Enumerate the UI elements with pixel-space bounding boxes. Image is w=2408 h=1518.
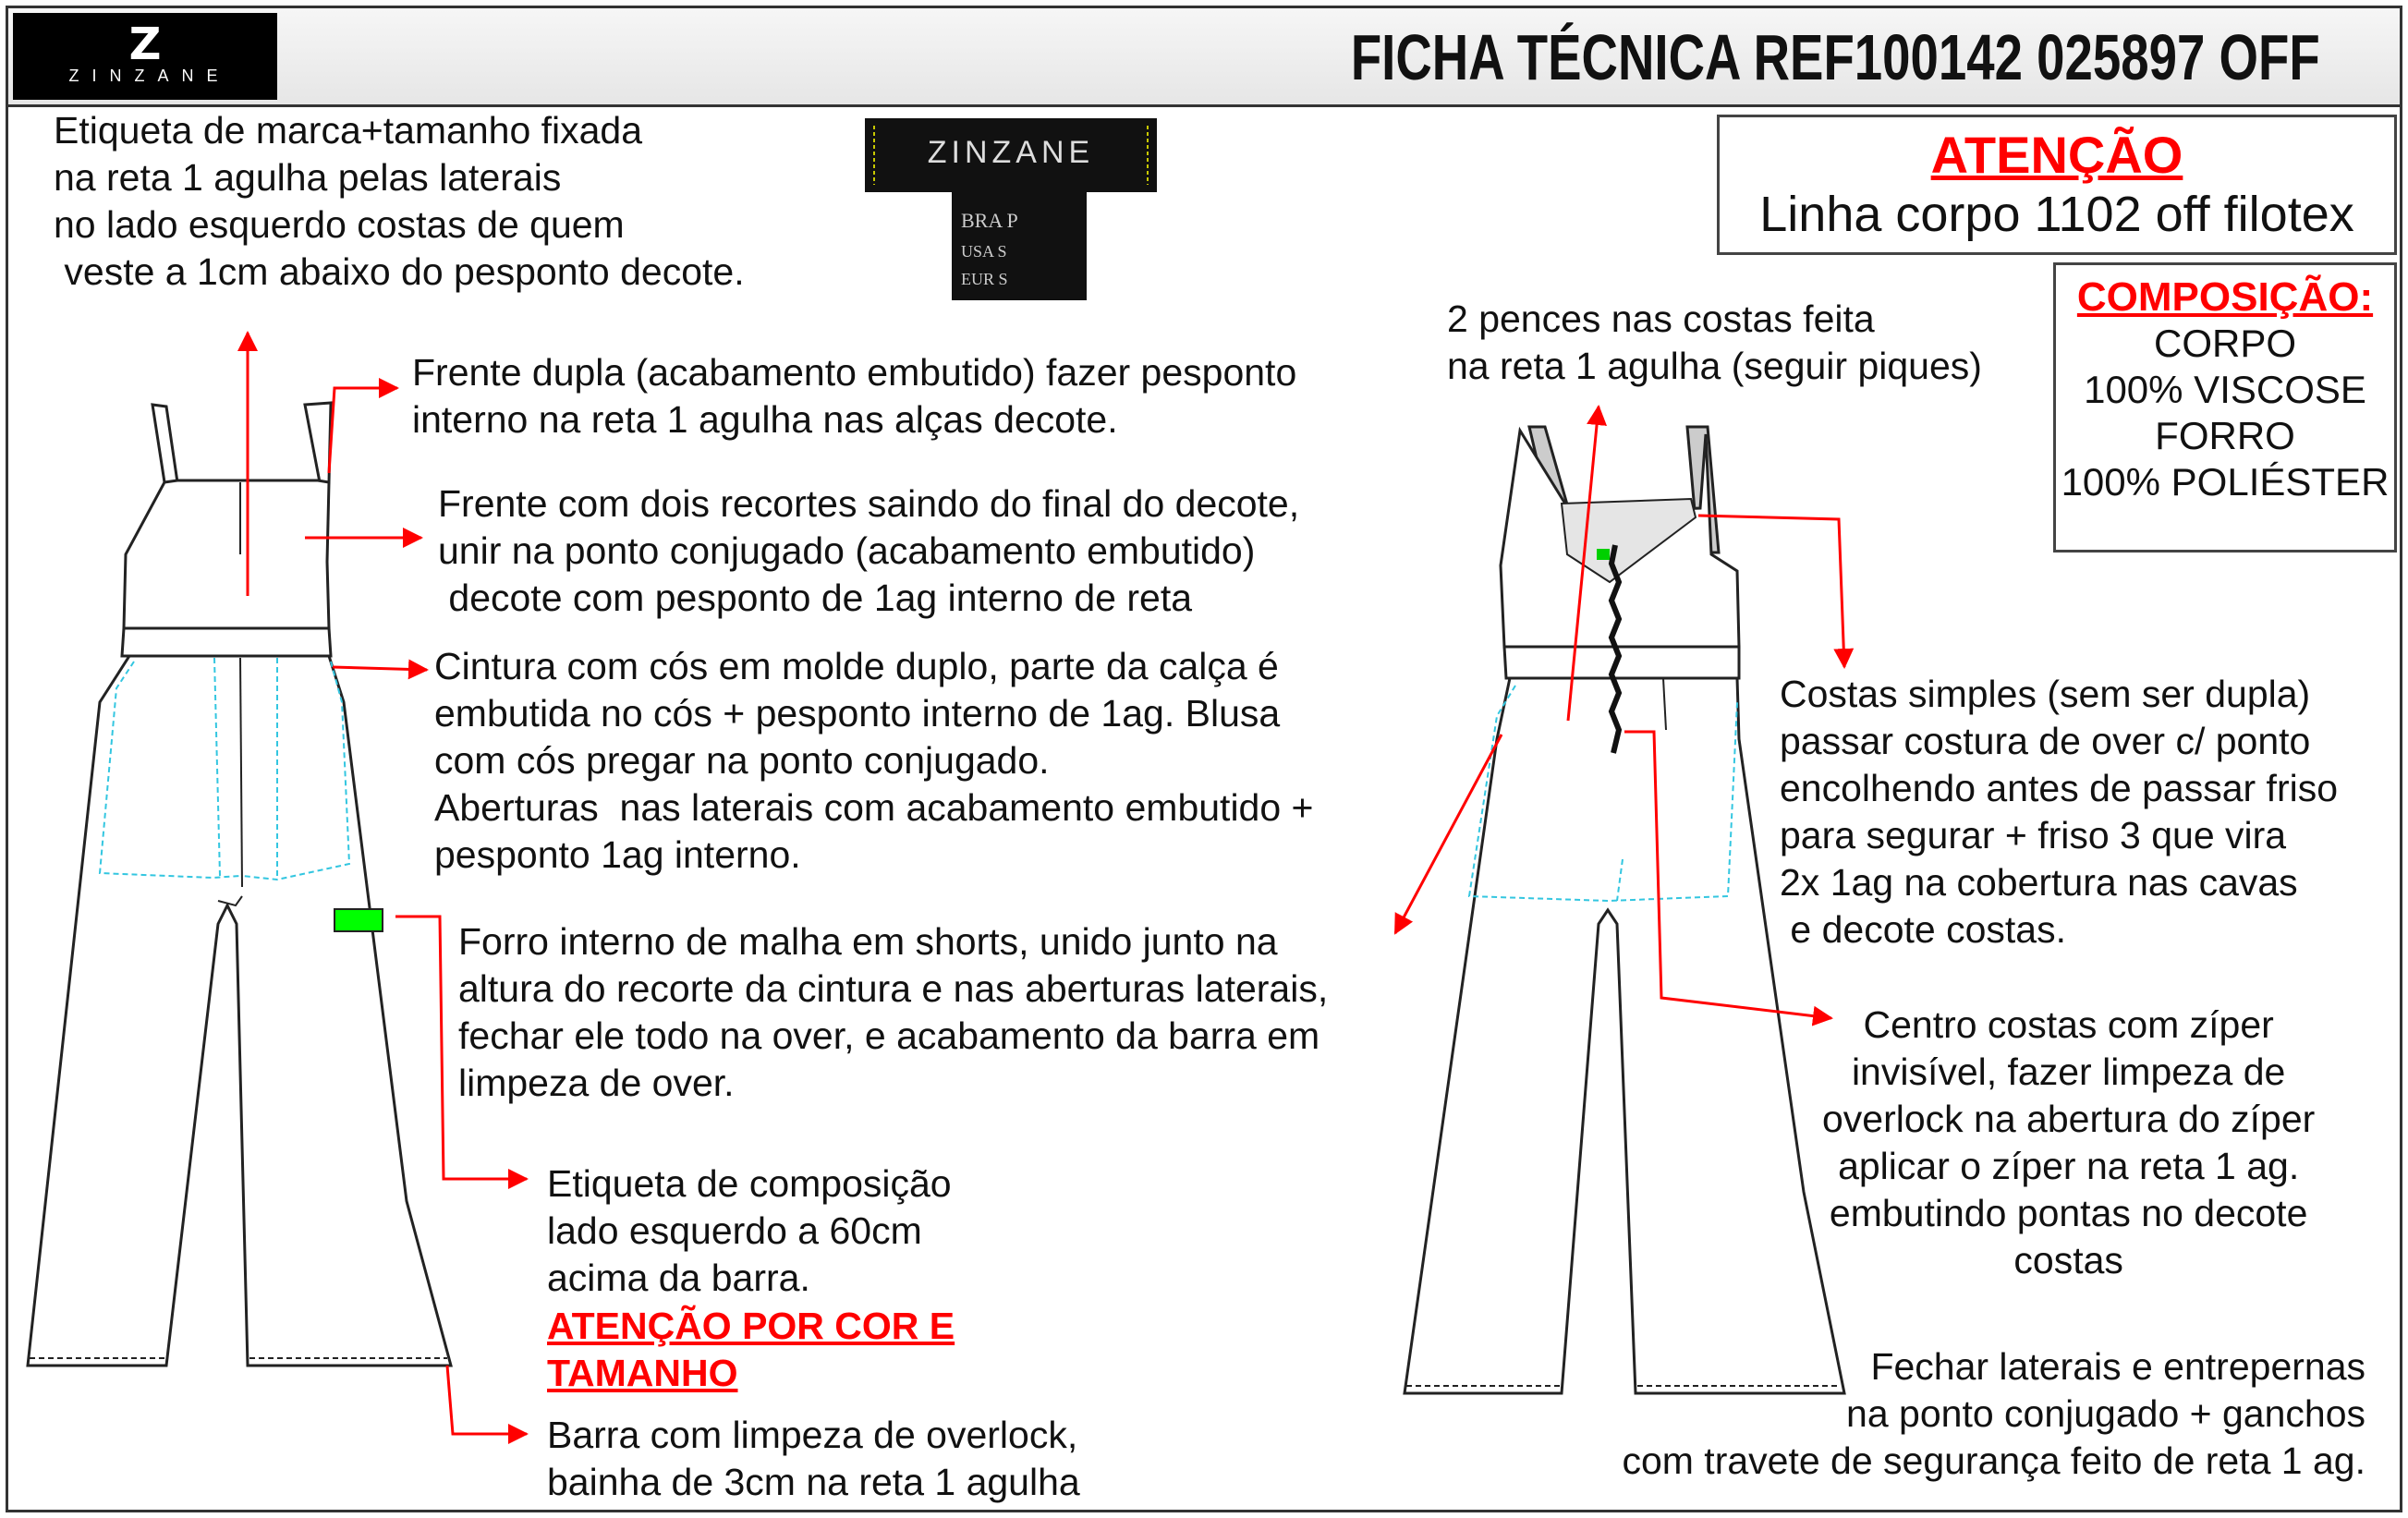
note-front-cuts: Frente com dois recortes saindo do final do decote, unir na ponto conjugado (acabamento embutido) decote com pesponto de 1ag interno de reta — [438, 482, 1300, 619]
composition-line: CORPO — [2153, 322, 2296, 365]
note-sides: Fechar laterais e entrepernas na ponto conjugado + ganchos com travete de segurança feito de reta 1 ag. — [1622, 1345, 2365, 1482]
note-back-simple: Costas simples (sem ser dupla) passar costura de over c/ ponto encolhendo antes de passar friso para segurar + friso 3 que vira 2x 1ag na cobertura nas cavas e decote costas. — [1780, 673, 2339, 951]
note-hem: Barra com limpeza de overlock, bainha de 3cm na reta 1 agulha — [547, 1414, 1080, 1503]
logo-wordmark: ZINZANE — [68, 67, 231, 85]
attention-box — [1717, 115, 2397, 255]
note-composition-warning: ATENÇÃO POR COR E TAMANHO — [547, 1305, 955, 1394]
back-jumpsuit-drawing — [1405, 427, 1844, 1393]
page-title: FICHA TÉCNICA REF100142 025897 OFF — [1351, 21, 2320, 93]
composition-box — [2053, 262, 2397, 553]
note-zipper: Centro costas com zíper invisível, fazer limpeza de overlock na abertura do zíper aplicar o zíper na reta 1 ag. embutindo pontas no decote costas — [1822, 1003, 2316, 1281]
attention-heading: ATENÇÃO — [1930, 126, 2183, 184]
note-brand-label: Etiqueta de marca+tamanho fixada na reta 1 agulha pelas laterais no lado esquerdo costas de quem veste a 1cm abaixo do pesponto decote. — [54, 109, 745, 293]
label-size-row-3: EUR S — [961, 270, 1008, 288]
note-composition-label: Etiqueta de composição lado esquerdo a 60cm acima da barra. — [547, 1162, 952, 1299]
composition-line: 100% VISCOSE — [2084, 368, 2366, 411]
label-brand-text: ZINZANE — [927, 135, 1095, 170]
note-lining: Forro interno de malha em shorts, unido junto na altura do recorte da cintura e nas aberturas laterais, fechar ele todo na over, e acabamento da barra em limpeza de over. — [458, 920, 1329, 1104]
composition-label-marker — [334, 909, 383, 931]
label-size-row-2: USA S — [961, 242, 1007, 261]
composition-heading: COMPOSIÇÃO: — [2076, 274, 2374, 320]
brand-label-image — [865, 118, 1157, 300]
attention-body: Linha corpo 1102 off filotex — [1759, 187, 2354, 242]
composition-line: 100% POLIÉSTER — [2061, 460, 2390, 504]
note-waist: Cintura com cós em molde duplo, parte da calça é embutida no cós + pesponto interno de 1ag. Blusa com cós pregar na ponto conjugado. Aberturas nas laterais com acabamento embutido + pesponto 1ag interno. — [434, 645, 1314, 876]
label-size-row-1: BRA P — [961, 209, 1018, 232]
front-jumpsuit-drawing — [28, 403, 451, 1366]
note-front-double: Frente dupla (acabamento embutido) fazer pesponto interno na reta 1 agulha nas alças decote. — [412, 351, 1297, 441]
logo-mark: Z — [128, 18, 162, 70]
composition-line: FORRO — [2155, 414, 2295, 457]
note-darts: 2 pences nas costas feita na reta 1 agulha (seguir piques) — [1447, 298, 1982, 387]
